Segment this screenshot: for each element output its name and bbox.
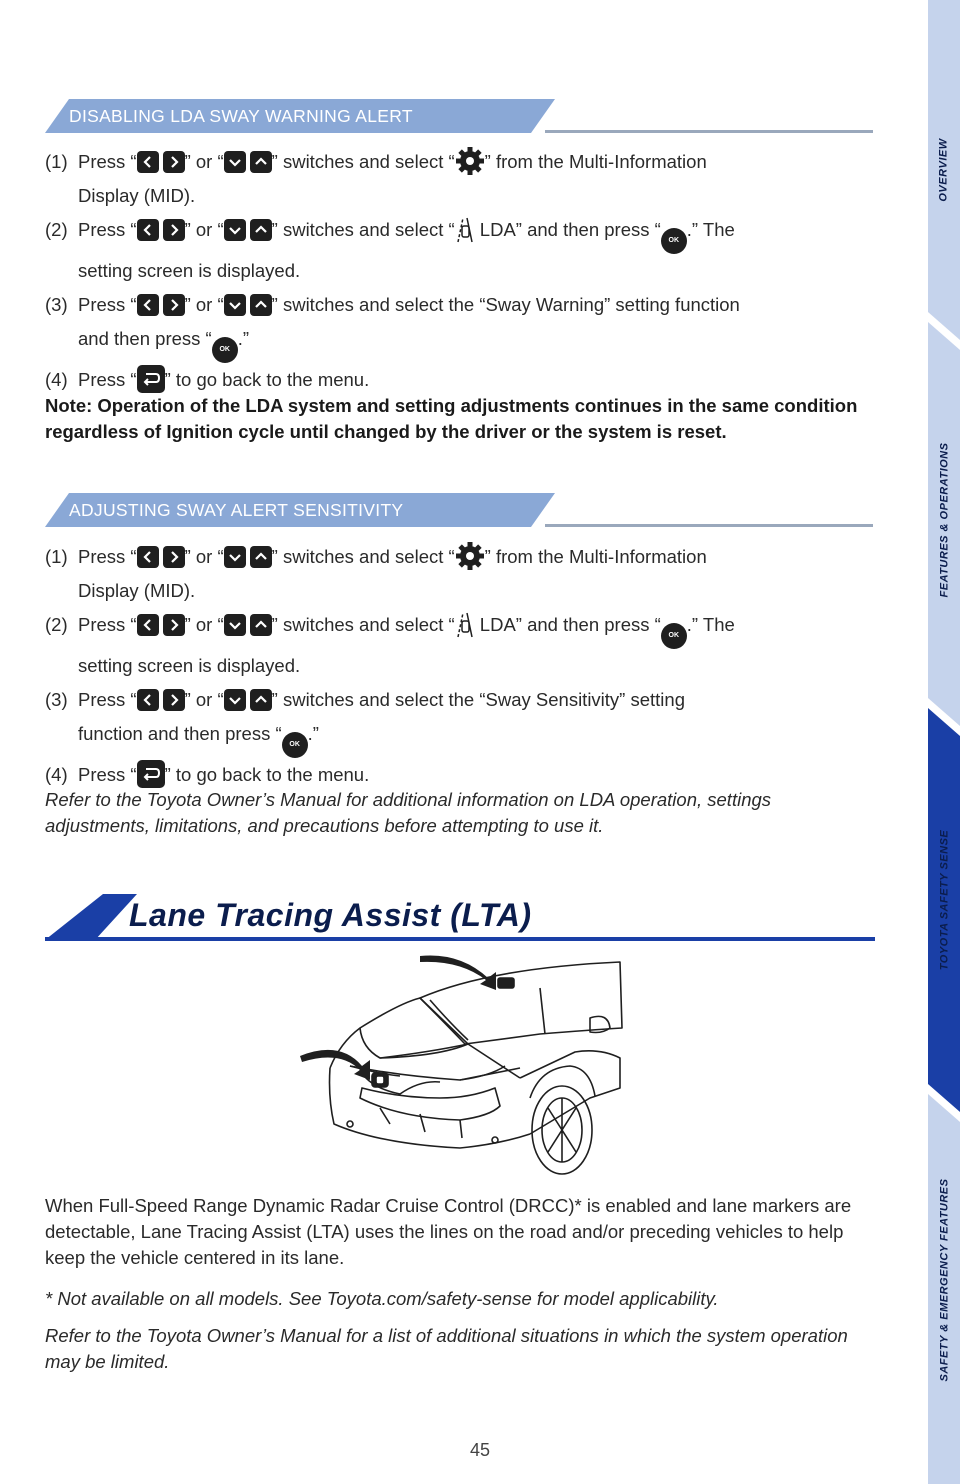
ok-button-icon: OK: [661, 623, 687, 649]
chevron-up-icon: [250, 219, 272, 241]
chevron-up-icon: [250, 689, 272, 711]
lane-departure-icon: [455, 214, 475, 244]
back-icon: [137, 365, 165, 393]
step-4: (4) Press “ ” to go back to the menu.: [45, 363, 875, 397]
tab-features-operations[interactable]: FEATURES & OPERATIONS: [938, 442, 950, 598]
chevron-right-icon: [163, 689, 185, 711]
side-tab-bar: [928, 0, 960, 1484]
tab-safety-emergency[interactable]: SAFETY & EMERGENCY FEATURES: [938, 1178, 951, 1382]
section-title: ADJUSTING SWAY ALERT SENSITIVITY: [69, 500, 404, 520]
chevron-up-icon: [250, 294, 272, 316]
step-2: (2) Press “ ” or “ ” switches and select “ LDA” and then press “OK.” The setting screen is displayed.: [45, 608, 875, 683]
steps-list: [45, 540, 875, 792]
chevron-right-icon: [163, 151, 185, 173]
steps-list: [45, 145, 875, 397]
ok-button-icon: OK: [212, 337, 238, 363]
refer-text: Refer to the Toyota Owner’s Manual for additional information on LDA operation, settings adjustments, limitations, and precautions before attempting to use it.: [45, 789, 772, 836]
ok-button-icon: OK: [282, 732, 308, 758]
vehicle-illustration: [290, 948, 630, 1180]
footnote: * Not available on all models. See Toyota.com/safety-sense for model applicability.: [45, 1288, 719, 1309]
section-banner-adjusting: [45, 493, 873, 527]
lta-description: When Full-Speed Range Dynamic Radar Cruise Control (DRCC)* is enabled and lane markers are detectable, Lane Tracing Assist (LTA) uses the lines on the road and/or preceding vehicles to help keep the vehicle centered in its lane.: [45, 1195, 852, 1268]
section-banner-disabling: [45, 99, 873, 133]
section-title: DISABLING LDA SWAY WARNING ALERT: [69, 106, 413, 126]
step-3: (3) Press “ ” or “ ” switches and select the “Sway Sensitivity” setting function and then press “OK.”: [45, 683, 875, 758]
back-icon: [137, 760, 165, 788]
chevron-up-icon: [250, 546, 272, 568]
chevron-down-icon: [224, 151, 246, 173]
chevron-left-icon: [137, 546, 159, 568]
chevron-right-icon: [163, 546, 185, 568]
gear-icon: [455, 541, 485, 571]
lta-section-header: [45, 888, 875, 944]
step-4: (4) Press “ ” to go back to the menu.: [45, 758, 875, 792]
step-1: (1) Press “ ” or “ ” switches and select “ ” from the Multi-Information Display (MID).: [45, 145, 875, 213]
refer-text: Refer to the Toyota Owner’s Manual for a list of additional situations in which the system operation may be limited.: [45, 1325, 848, 1372]
chevron-down-icon: [224, 219, 246, 241]
tab-overview[interactable]: OVERVIEW: [938, 138, 951, 202]
chevron-down-icon: [224, 294, 246, 316]
chevron-right-icon: [163, 219, 185, 241]
gear-icon: [455, 146, 485, 176]
chevron-right-icon: [163, 294, 185, 316]
chevron-up-icon: [250, 151, 272, 173]
step-1: (1) Press “ ” or “ ” switches and select “ ” from the Multi-Information Display (MID).: [45, 540, 875, 608]
chevron-left-icon: [137, 294, 159, 316]
chevron-left-icon: [137, 151, 159, 173]
ok-button-icon: OK: [661, 228, 687, 254]
chevron-up-icon: [250, 614, 272, 636]
chevron-down-icon: [224, 614, 246, 636]
chevron-left-icon: [137, 219, 159, 241]
chevron-down-icon: [224, 689, 246, 711]
lane-departure-icon: [455, 609, 475, 639]
note-text: Note: Operation of the LDA system and setting adjustments continues in the same condition regardless of Ignition cycle until changed by the driver or the system is reset.: [45, 395, 858, 442]
step-2: (2) Press “ ” or “ ” switches and select “ LDA” and then press “OK.” The setting screen is displayed.: [45, 213, 875, 288]
page-number: 45: [469, 1440, 491, 1460]
tab-toyota-safety-sense[interactable]: TOYOTA SAFETY SENSE: [938, 829, 951, 971]
chevron-right-icon: [163, 614, 185, 636]
chevron-left-icon: [137, 614, 159, 636]
step-3: (3) Press “ ” or “ ” switches and select the “Sway Warning” setting function and then press “OK.”: [45, 288, 875, 363]
chevron-down-icon: [224, 546, 246, 568]
chevron-left-icon: [137, 689, 159, 711]
lta-title: Lane Tracing Assist (LTA): [129, 897, 532, 933]
